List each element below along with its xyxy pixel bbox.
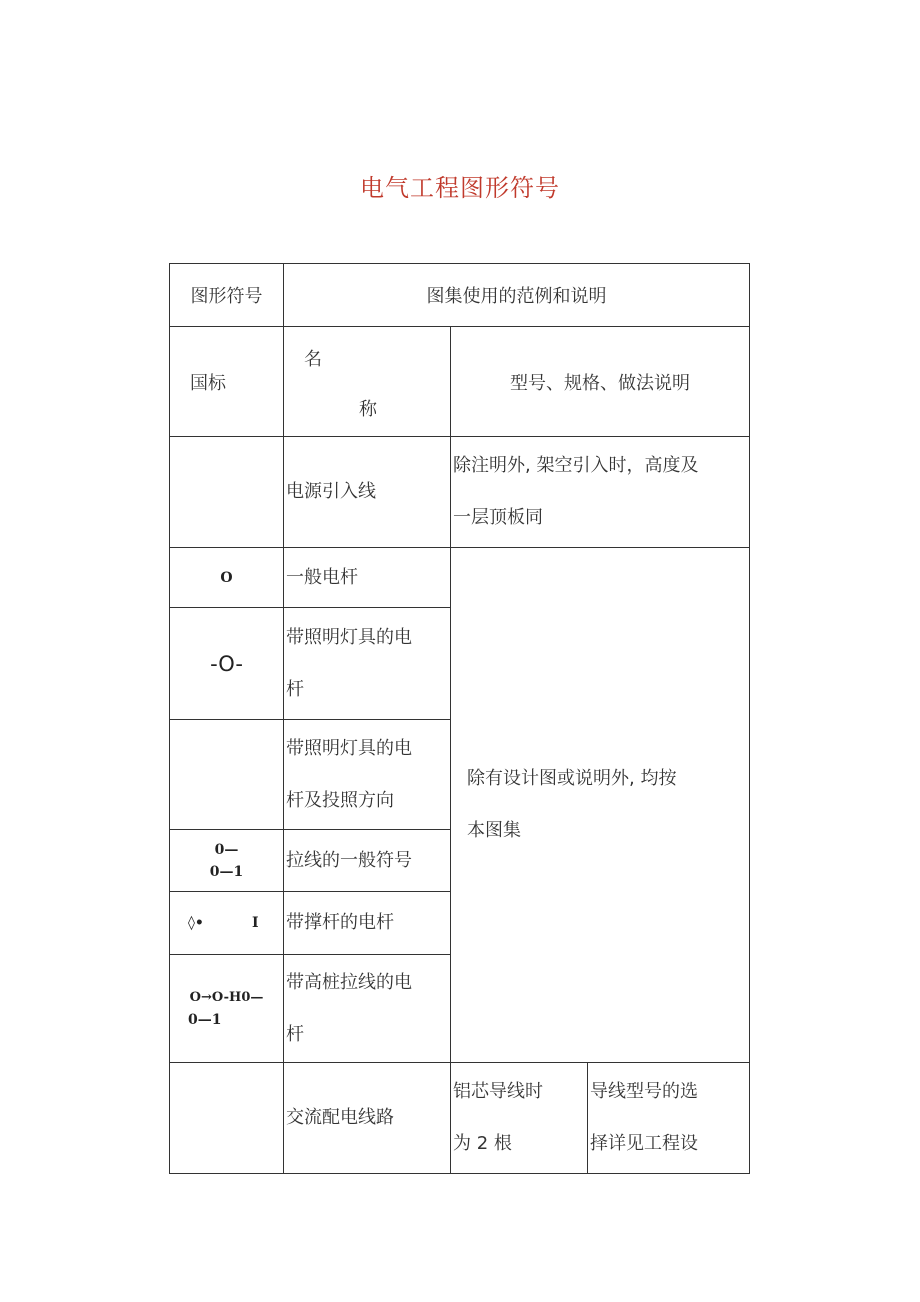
subheader-name-cell <box>284 327 451 437</box>
table-row <box>170 548 750 608</box>
symbol-glyph: O <box>220 570 233 586</box>
name-cell <box>284 1063 451 1174</box>
name-cell <box>284 548 451 608</box>
name-text: 带照明灯具的电 <box>286 626 412 648</box>
name-cell <box>284 437 451 548</box>
symbol-cell <box>170 1063 284 1174</box>
symbol-glyph-line: 0— <box>214 841 239 858</box>
subheader-spec-cell: 型号、规格、做法说明 <box>451 327 750 437</box>
table-subheader-row <box>170 327 750 437</box>
symbol-cell <box>170 548 284 608</box>
name-text: 带高桩拉线的电 <box>286 971 412 993</box>
desc-text: 除有设计图或说明外, 均按 <box>467 768 677 789</box>
name-cell <box>284 892 451 955</box>
desc-text: 除注明外, 架空引入时，高度及 <box>453 455 699 476</box>
name-text: 拉线的一般符号 <box>286 849 412 871</box>
subheader-name-line1: 名 <box>304 349 322 370</box>
symbol-glyph: -O- <box>210 651 243 676</box>
desc-text: 本图集 <box>467 820 521 841</box>
name-cell <box>284 608 451 720</box>
subheader-standard-cell: 国标 <box>170 327 284 437</box>
symbol-cell <box>170 720 284 830</box>
table-row <box>170 437 750 548</box>
merged-desc-cell <box>451 548 750 1063</box>
symbol-cell <box>170 437 284 548</box>
table-row <box>170 1063 750 1174</box>
name-text: 带照明灯具的电 <box>286 737 412 759</box>
symbol-cell <box>170 608 284 720</box>
symbol-glyph: ◊• <box>188 915 204 931</box>
symbol-table <box>169 263 750 1174</box>
desc-text: 择详见工程设 <box>590 1133 698 1154</box>
name-text: 杆及投照方向 <box>286 789 394 811</box>
desc-cell-b <box>588 1063 750 1174</box>
name-text: 杆 <box>286 678 304 700</box>
desc-text: 为 2 根 <box>453 1133 512 1154</box>
name-cell <box>284 720 451 830</box>
symbol-glyph: I <box>252 915 259 931</box>
name-text: 一般电杆 <box>286 566 358 588</box>
symbol-glyph-line: O→O-H0— <box>189 989 264 1005</box>
symbol-cell <box>170 830 284 892</box>
name-cell <box>284 830 451 892</box>
name-text: 带撑杆的电杆 <box>286 912 394 933</box>
symbol-glyph-line: 0—1 <box>188 1011 222 1028</box>
page-title: 电气工程图形符号 <box>360 174 560 202</box>
desc-text: 铝芯导线时 <box>453 1081 543 1102</box>
symbol-cell <box>170 955 284 1063</box>
header-symbol-cell: 图形符号 <box>170 264 284 327</box>
desc-text: 一层顶板同 <box>453 507 543 528</box>
name-cell <box>284 955 451 1063</box>
name-text: 电源引入线 <box>286 481 376 502</box>
symbol-glyph-line: 0—1 <box>209 863 244 880</box>
name-text: 交流配电线路 <box>286 1107 394 1128</box>
name-text: 杆 <box>286 1023 304 1045</box>
header-description-cell: 图集使用的范例和说明 <box>284 264 750 327</box>
desc-cell-a <box>451 1063 588 1174</box>
subheader-name-line2: 称 <box>359 399 377 420</box>
desc-cell <box>451 437 750 548</box>
symbol-cell <box>170 892 284 955</box>
desc-text: 导线型号的选 <box>590 1081 698 1102</box>
table-header-row <box>170 264 750 327</box>
